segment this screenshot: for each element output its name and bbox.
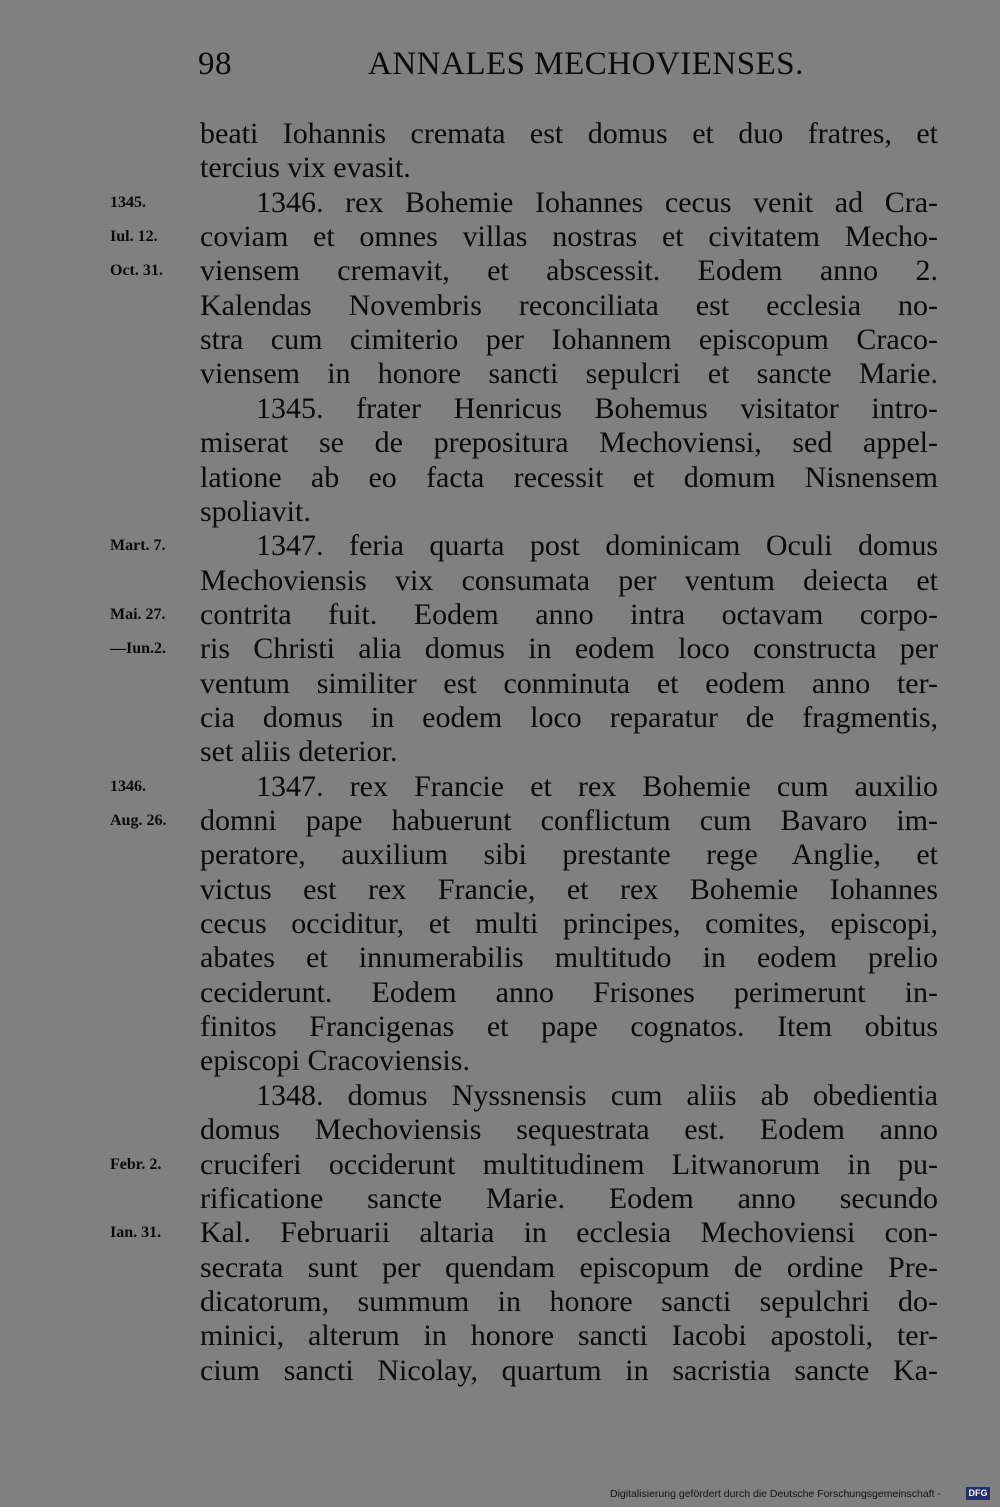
- text-line: tercius vix evasit.: [200, 151, 411, 185]
- margin-date-note: Iul. 12.: [110, 228, 158, 246]
- text-line: 1347. rex Francie et rex Bohemie cum auxilio: [256, 769, 938, 803]
- text-line: cecus occiditur, et multi principes, comites, episcopi,: [200, 907, 938, 941]
- text-line: peratore, auxilium sibi prestante rege Anglie, et: [200, 838, 938, 872]
- dfg-logo: DFG: [966, 1487, 990, 1500]
- text-line: secrata sunt per quendam episcopum de ordine Pre-: [200, 1250, 938, 1284]
- text-line: episcopi Cracoviensis.: [200, 1044, 470, 1078]
- margin-date-note: —Iun.2.: [110, 640, 167, 658]
- margin-date-note: Mai. 27.: [110, 605, 166, 623]
- text-line: miserat se de prepositura Mechoviensi, sed appel-: [200, 426, 938, 460]
- margin-date-note: 1346.: [110, 777, 146, 795]
- text-line: 1348. domus Nyssnensis cum aliis ab obedientia: [256, 1078, 938, 1112]
- text-line: stra cum cimiterio per Iohannem episcopum Craco-: [200, 323, 938, 357]
- text-line: rificatione sancte Marie. Eodem anno secundo: [200, 1181, 938, 1215]
- text-line: coviam et omnes villas nostras et civitatem Mecho-: [200, 220, 938, 254]
- text-line: 1345. frater Henricus Bohemus visitator intro-: [256, 391, 938, 425]
- margin-date-note: Ian. 31.: [110, 1224, 162, 1242]
- text-line: contrita fuit. Eodem anno intra octavam corpo-: [200, 597, 938, 631]
- text-line: Kalendas Novembris reconciliata est ecclesia no-: [200, 288, 938, 322]
- text-line: 1347. feria quarta post dominicam Oculi domus: [256, 529, 938, 563]
- running-title: ANNALES MECHOVIENSES.: [368, 46, 804, 82]
- margin-date-note: Aug. 26.: [110, 812, 167, 829]
- margin-date-note: Febr. 2.: [110, 1155, 162, 1173]
- margin-date-note: Oct. 31.: [110, 262, 163, 280]
- text-line: dicatorum, summum in honore sancti sepulchri do-: [200, 1284, 938, 1318]
- text-line: ris Christi alia domus in eodem loco constructa per: [200, 632, 938, 666]
- text-line: domus Mechoviensis sequestrata est. Eodem anno: [200, 1113, 938, 1147]
- text-line: victus est rex Francie, et rex Bohemie Iohannes: [200, 872, 938, 906]
- text-line: finitos Francigenas et pape cognatos. Item obitus: [200, 1010, 938, 1044]
- text-line: cruciferi occiderunt multitudinem Litwanorum in pu-: [200, 1147, 938, 1181]
- text-line: beati Iohannis cremata est domus et duo fratres, et: [200, 117, 938, 150]
- text-line: set aliis deterior.: [200, 735, 398, 769]
- margin-date-note: Mart. 7.: [110, 537, 166, 555]
- text-line: 1346. rex Bohemie Iohannes cecus venit ad Cra-: [256, 185, 938, 219]
- text-line: spoliavit.: [200, 494, 311, 528]
- margin-date-note: 1345.: [110, 193, 146, 211]
- text-line: Mechoviensis vix consumata per ventum deiecta et: [200, 563, 938, 597]
- text-line: Kal. Februarii altaria in ecclesia Mechoviensi con-: [200, 1216, 938, 1250]
- text-line: ventum similiter est conminuta et eodem anno ter-: [200, 666, 938, 700]
- text-line: cia domus in eodem loco reparatur de fragmentis,: [200, 700, 938, 734]
- text-line: minici, alterum in honore sancti Iacobi apostoli, ter-: [200, 1319, 938, 1353]
- page-number: 98: [198, 46, 232, 82]
- text-line: domni pape habuerunt conflictum cum Bavaro im-: [200, 804, 938, 837]
- text-line: viensem in honore sancti sepulcri et sancte Marie.: [200, 357, 938, 391]
- text-line: cium sancti Nicolay, quartum in sacristia sancte Ka-: [200, 1353, 938, 1387]
- text-line: viensem cremavit, et abscessit. Eodem anno 2.: [200, 254, 938, 288]
- text-line: ceciderunt. Eodem anno Frisones perimerunt in-: [200, 975, 938, 1009]
- text-line: latione ab eo facta recessit et domum Nisnensem: [200, 460, 938, 494]
- text-line: abates et innumerabilis multitudo in eodem prelio: [200, 941, 938, 975]
- digitization-credit: Digitalisierung gefördert durch die Deutsche Forschungsgemeinschaft -: [610, 1488, 941, 1500]
- running-header: [0, 40, 1000, 90]
